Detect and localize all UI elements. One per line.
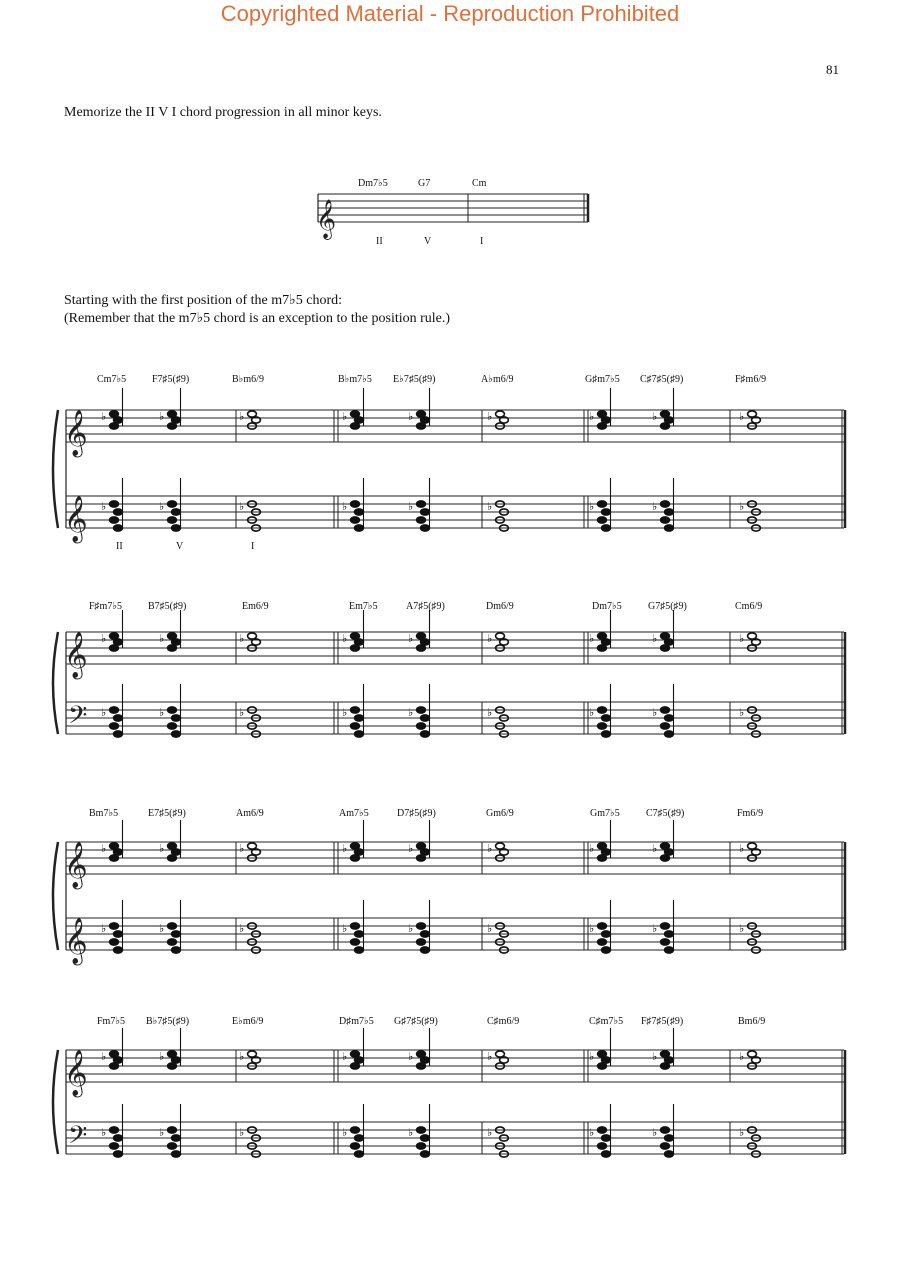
lower-chord (159, 478, 181, 531)
lower-chord (239, 922, 260, 953)
chord-label: Bm7♭5 (89, 808, 119, 819)
upper-chord (652, 1028, 674, 1069)
upper-chord (342, 610, 364, 651)
brace-icon (53, 1050, 58, 1154)
lower-chord (408, 900, 430, 953)
svg-text:♭: ♭ (652, 842, 658, 855)
upper-chord (342, 820, 364, 861)
svg-text:♭: ♭ (101, 842, 107, 855)
lower-chord (589, 478, 611, 531)
svg-text:♭: ♭ (101, 1050, 107, 1063)
lower-chord (487, 922, 508, 953)
svg-text:♭: ♭ (652, 500, 658, 513)
lower-chord (342, 900, 364, 953)
page-number: 81 (826, 62, 839, 77)
treble-clef-icon: 𝄞 (64, 632, 88, 678)
svg-text:♭: ♭ (101, 1126, 107, 1139)
roman-numeral: II (116, 541, 123, 552)
roman-numeral: I (251, 541, 255, 552)
treble-clef-icon: 𝄞 (64, 918, 88, 964)
svg-text:♭: ♭ (159, 922, 165, 935)
lower-chord (101, 1104, 123, 1157)
svg-text:♭: ♭ (159, 632, 165, 645)
lower-chord (408, 1104, 430, 1157)
lower-chord (101, 478, 123, 531)
svg-text:♭: ♭ (239, 706, 245, 719)
lower-chord (652, 684, 674, 737)
lower-chord (739, 500, 760, 531)
intro-line: Memorize the II V I chord progression in all minor keys. (64, 105, 382, 120)
svg-text:♭: ♭ (239, 1126, 245, 1139)
brace-icon (53, 842, 58, 950)
svg-text:♭: ♭ (101, 706, 107, 719)
svg-text:♭: ♭ (239, 1050, 245, 1063)
chord-label: Dm6/9 (486, 601, 514, 612)
chord-label: F♯7♯5(♯9) (641, 1016, 684, 1027)
lower-chord (589, 900, 611, 953)
lower-chord (101, 900, 123, 953)
chord-label: Cm7♭5 (97, 374, 127, 385)
svg-text:♭: ♭ (652, 922, 658, 935)
chord-label: Em7♭5 (349, 601, 378, 612)
lower-chord (739, 922, 760, 953)
svg-text:♭: ♭ (487, 1050, 493, 1063)
chord-label: Gm7♭5 (590, 808, 620, 819)
svg-text:♭: ♭ (739, 632, 745, 645)
svg-text:♭: ♭ (408, 632, 414, 645)
upper-chord (408, 610, 430, 651)
svg-text:♭: ♭ (589, 410, 595, 423)
lower-chord (487, 706, 508, 737)
upper-chord (589, 388, 611, 429)
lower-chord (589, 1104, 611, 1157)
lower-chord (159, 684, 181, 737)
svg-text:♭: ♭ (739, 922, 745, 935)
upper-chord (652, 388, 674, 429)
lower-chord (652, 478, 674, 531)
svg-text:♭: ♭ (589, 842, 595, 855)
chord-label: F♯m7♭5 (89, 601, 123, 612)
svg-text:♭: ♭ (739, 842, 745, 855)
svg-text:♭: ♭ (342, 410, 348, 423)
lower-chord (589, 684, 611, 737)
upper-chord (342, 1028, 364, 1069)
svg-text:♭: ♭ (487, 410, 493, 423)
svg-text:♭: ♭ (101, 922, 107, 935)
lower-chord (159, 1104, 181, 1157)
upper-chord (408, 1028, 430, 1069)
lower-chord (101, 684, 123, 737)
section-line: Starting with the first position of the m7♭5 chord: (64, 293, 343, 308)
example-chord-label: Cm (472, 178, 487, 189)
section-line: (Remember that the m7♭5 chord is an exception to the position rule.) (64, 311, 451, 326)
svg-text:♭: ♭ (239, 922, 245, 935)
svg-text:♭: ♭ (159, 1126, 165, 1139)
svg-text:♭: ♭ (101, 410, 107, 423)
svg-text:♭: ♭ (408, 1126, 414, 1139)
svg-text:♭: ♭ (342, 922, 348, 935)
svg-text:♭: ♭ (408, 706, 414, 719)
chord-label: C7♯5(♯9) (646, 808, 685, 819)
svg-text:♭: ♭ (589, 632, 595, 645)
lower-chord (408, 684, 430, 737)
svg-text:♭: ♭ (408, 1050, 414, 1063)
chord-label: Em6/9 (242, 601, 269, 612)
chord-label: C♯m6/9 (487, 1016, 520, 1027)
svg-text:♭: ♭ (159, 500, 165, 513)
example-chord-label: Dm7♭5 (358, 178, 388, 189)
chord-label: G7♯5(♯9) (648, 601, 687, 612)
chord-label: B♭m6/9 (232, 374, 264, 385)
svg-text:♭: ♭ (239, 500, 245, 513)
chord-label: Fm7♭5 (97, 1016, 126, 1027)
upper-chord (408, 820, 430, 861)
svg-text:♭: ♭ (739, 706, 745, 719)
svg-text:♭: ♭ (487, 1126, 493, 1139)
upper-chord (159, 610, 181, 651)
svg-text:♭: ♭ (487, 922, 493, 935)
example-numeral: II (376, 236, 383, 247)
upper-chord (159, 388, 181, 429)
svg-text:♭: ♭ (101, 632, 107, 645)
chord-label: D7♯5(♯9) (397, 808, 436, 819)
example-numeral: I (480, 236, 484, 247)
svg-text:♭: ♭ (487, 706, 493, 719)
chord-label: B7♯5(♯9) (148, 601, 187, 612)
chord-label: E7♯5(♯9) (148, 808, 186, 819)
svg-text:♭: ♭ (342, 842, 348, 855)
roman-numeral: V (176, 541, 184, 552)
upper-chord (101, 388, 123, 429)
chord-label: G♯m7♭5 (585, 374, 620, 385)
svg-text:♭: ♭ (739, 1050, 745, 1063)
svg-text:♭: ♭ (408, 922, 414, 935)
treble-clef-icon: 𝄞 (64, 496, 88, 542)
lower-chord (239, 500, 260, 531)
upper-chord (101, 610, 123, 651)
svg-text:♭: ♭ (159, 706, 165, 719)
svg-text:♭: ♭ (239, 632, 245, 645)
upper-chord (342, 388, 364, 429)
brace-icon (53, 632, 58, 734)
lower-chord (342, 684, 364, 737)
upper-chord (159, 1028, 181, 1069)
svg-text:♭: ♭ (342, 1126, 348, 1139)
bass-clef-icon: 𝄢 (68, 1121, 88, 1156)
lower-chord (487, 1126, 508, 1157)
upper-chord (159, 820, 181, 861)
chord-label: F7♯5(♯9) (152, 374, 190, 385)
chord-label: C♯m7♭5 (589, 1016, 624, 1027)
treble-clef-icon: 𝄞 (64, 842, 88, 888)
svg-text:♭: ♭ (739, 410, 745, 423)
svg-text:♭: ♭ (342, 632, 348, 645)
chord-label: Cm6/9 (735, 601, 763, 612)
svg-text:♭: ♭ (159, 1050, 165, 1063)
chord-label: C♯7♯5(♯9) (640, 374, 684, 385)
svg-text:♭: ♭ (159, 842, 165, 855)
lower-chord (342, 478, 364, 531)
lower-chord (739, 1126, 760, 1157)
svg-text:♭: ♭ (159, 410, 165, 423)
lower-chord (652, 900, 674, 953)
svg-text:♭: ♭ (101, 500, 107, 513)
lower-chord (652, 1104, 674, 1157)
lower-chord (487, 500, 508, 531)
chord-label: Am6/9 (236, 808, 264, 819)
svg-text:♭: ♭ (342, 500, 348, 513)
svg-text:♭: ♭ (589, 922, 595, 935)
bass-clef-icon: 𝄢 (68, 701, 88, 736)
svg-text:♭: ♭ (652, 410, 658, 423)
lower-chord (239, 1126, 260, 1157)
svg-text:♭: ♭ (487, 632, 493, 645)
svg-text:♭: ♭ (739, 500, 745, 513)
svg-text:♭: ♭ (739, 1126, 745, 1139)
chord-label: F♯m6/9 (735, 374, 767, 385)
lower-chord (342, 1104, 364, 1157)
treble-clef-icon: 𝄞 (316, 199, 337, 239)
upper-chord (589, 820, 611, 861)
chord-label: Dm7♭5 (592, 601, 622, 612)
lower-chord (408, 478, 430, 531)
chord-label: A7♯5(♯9) (406, 601, 445, 612)
svg-text:♭: ♭ (408, 500, 414, 513)
treble-clef-icon: 𝄞 (64, 410, 88, 456)
svg-text:♭: ♭ (239, 842, 245, 855)
watermark-text: Copyrighted Material - Reproduction Prohibited (220, 1, 680, 26)
svg-text:♭: ♭ (487, 500, 493, 513)
lower-chord (739, 706, 760, 737)
svg-text:♭: ♭ (652, 1126, 658, 1139)
upper-chord (408, 388, 430, 429)
lower-chord (159, 900, 181, 953)
chord-label: Fm6/9 (737, 808, 764, 819)
svg-text:♭: ♭ (408, 842, 414, 855)
chord-label: Gm6/9 (486, 808, 514, 819)
svg-text:♭: ♭ (408, 410, 414, 423)
example-numeral: V (424, 236, 432, 247)
treble-clef-icon: 𝄞 (64, 1050, 88, 1096)
chord-label: B♭m7♭5 (338, 374, 372, 385)
chord-label: E♭7♯5(♯9) (393, 374, 436, 385)
svg-text:♭: ♭ (652, 706, 658, 719)
svg-text:♭: ♭ (652, 1050, 658, 1063)
svg-text:♭: ♭ (589, 1126, 595, 1139)
chord-label: Am7♭5 (339, 808, 369, 819)
svg-text:♭: ♭ (342, 1050, 348, 1063)
svg-text:♭: ♭ (239, 410, 245, 423)
upper-chord (101, 1028, 123, 1069)
chord-label: D♯m7♭5 (339, 1016, 374, 1027)
svg-text:♭: ♭ (589, 1050, 595, 1063)
svg-text:♭: ♭ (487, 842, 493, 855)
chord-label: B♭7♯5(♯9) (146, 1016, 190, 1027)
upper-chord (652, 610, 674, 651)
svg-text:♭: ♭ (589, 706, 595, 719)
chord-label: A♭m6/9 (481, 374, 514, 385)
upper-chord (101, 820, 123, 861)
upper-chord (652, 820, 674, 861)
chord-label: G♯7♯5(♯9) (394, 1016, 438, 1027)
upper-chord (589, 1028, 611, 1069)
svg-text:♭: ♭ (342, 706, 348, 719)
example-chord-label: G7 (418, 178, 431, 189)
svg-text:♭: ♭ (589, 500, 595, 513)
chord-label: Bm6/9 (738, 1016, 766, 1027)
svg-text:♭: ♭ (652, 632, 658, 645)
lower-chord (239, 706, 260, 737)
upper-chord (589, 610, 611, 651)
brace-icon (53, 410, 58, 528)
chord-label: E♭m6/9 (232, 1016, 264, 1027)
